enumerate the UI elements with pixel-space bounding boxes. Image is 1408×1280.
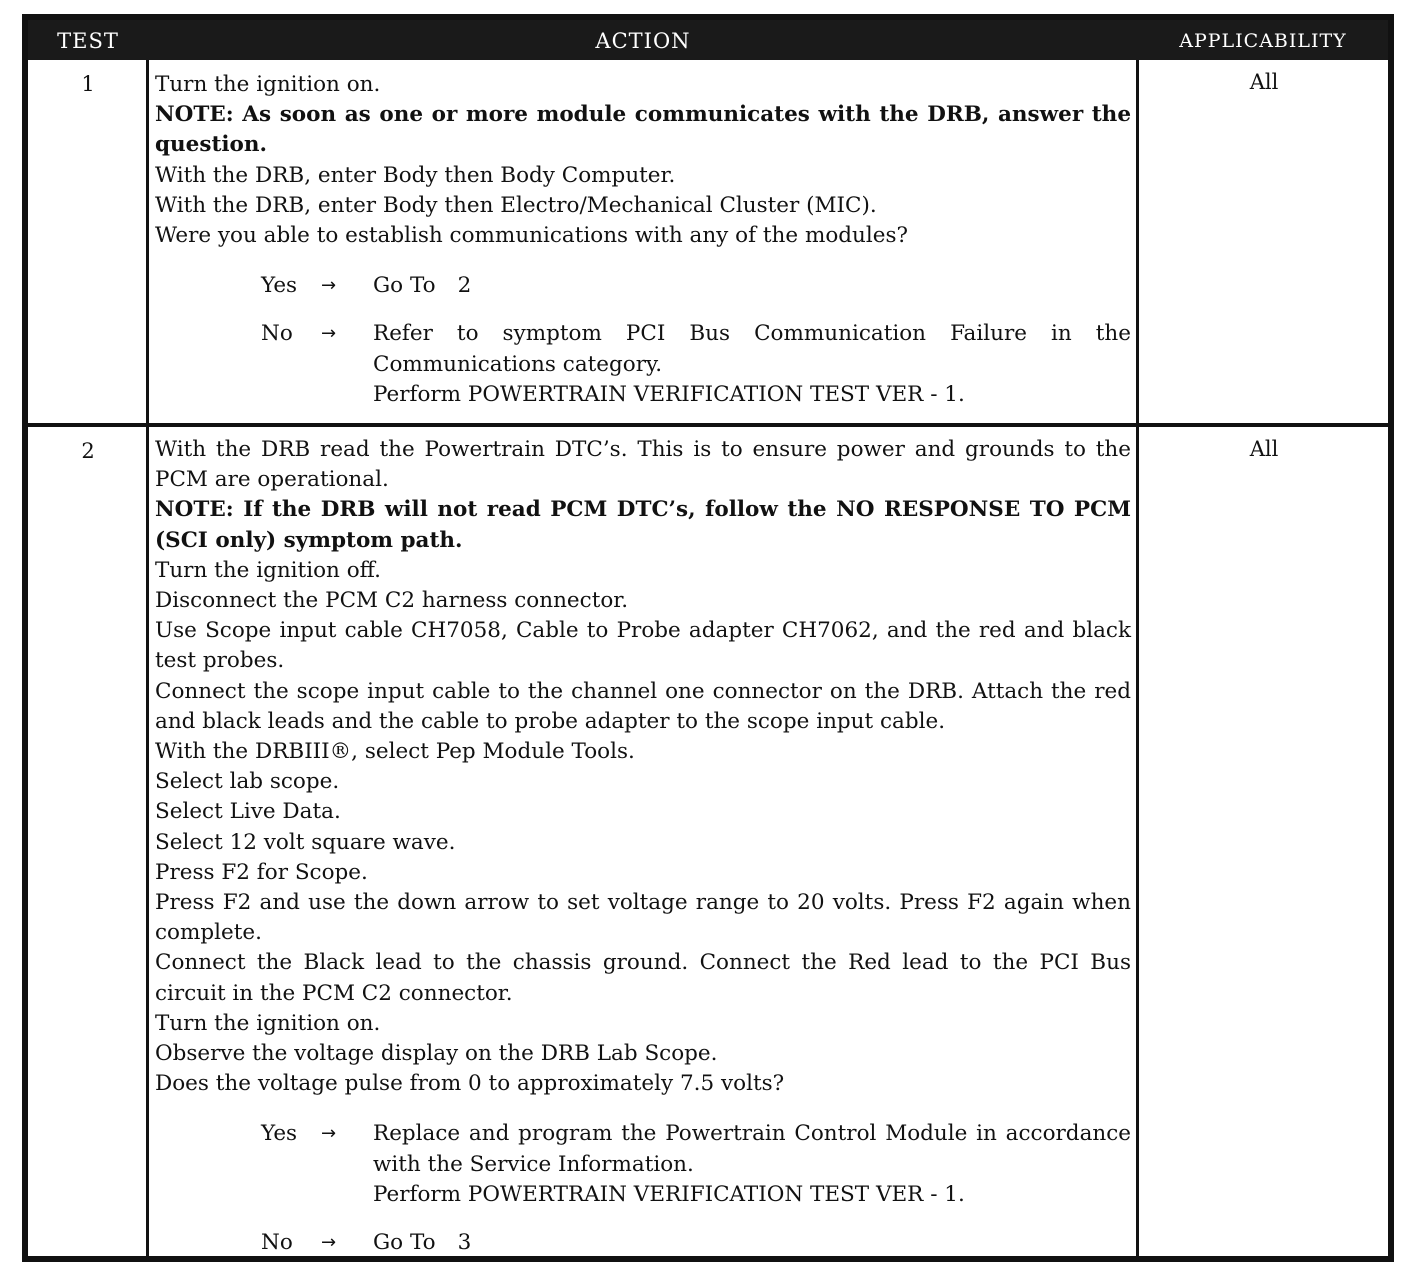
action-question: Were you able to establish communications with any of the modules? [155,223,909,249]
action-step: Observe the voltage display on the DRB Lab Scope. [155,1041,718,1067]
action-step: With the DRB, enter Body then Electro/Mechanical Cluster (MIC). [155,192,877,218]
goto-target: 3 [457,1230,472,1256]
goto-text: Go To [373,273,436,299]
action-step: Turn the ignition on. [155,1010,381,1036]
header-test: TEST [57,29,119,53]
right-arrow-icon: → [321,323,337,345]
action-step: Use Scope input cable CH7058, Cable to Probe adapter CH7062, and the red and black test probes. [155,618,1131,674]
yes-label: Yes [261,1121,298,1147]
no-branch [261,319,1131,410]
yes-label: Yes [261,273,298,299]
no-result [373,1228,1131,1258]
yes-result: Replace and program the Powertrain Control Module in accordance with the Service Information. [373,1121,1131,1177]
yes-branch [261,271,1131,301]
action-step: Turn the ignition on. [155,72,381,97]
no-label: No [261,321,293,347]
yes-result-verify: Perform POWERTRAIN VERIFICATION TEST VER - 1. [373,1181,965,1207]
action-step: Press F2 and use the down arrow to set voltage range to 20 volts. Press F2 again when complete. [155,890,1131,946]
no-branch [261,1228,1131,1258]
applicability-value: All [1249,437,1279,461]
right-arrow-icon: → [321,275,337,297]
action-step: With the DRB, enter Body then Body Computer. [155,162,676,188]
action-note: NOTE: As soon as one or more module communicates with the DRB, answer the question. [155,102,1131,158]
table-header-row [28,20,1388,60]
action-step: Disconnect the PCM C2 harness connector. [155,588,629,614]
action-step: With the DRB read the Powertrain DTC’s. This is to ensure power and grounds to the PCM are operational. [155,437,1131,493]
goto-target: 2 [457,273,472,299]
test-number: 1 [81,72,95,96]
header-action: ACTION [595,29,691,53]
action-step: Press F2 for Scope. [155,859,368,885]
yes-branch [261,1119,1131,1210]
action-step: Select lab scope. [155,769,340,795]
table-row-test-1 [28,60,1388,423]
action-step: Turn the ignition off. [155,557,381,583]
action-step: Connect the scope input cable to the channel one connector on the DRB. Attach the red and black leads and the cable to probe adapter to the scope input cable. [155,678,1131,734]
applicability-value: All [1249,70,1279,94]
test-number: 2 [81,439,95,463]
action-step: Select 12 volt square wave. [155,829,456,855]
no-result-verify: Perform POWERTRAIN VERIFICATION TEST VER - 1. [373,381,965,407]
action-step: Select Live Data. [155,799,341,825]
diagnostic-test-table [22,14,1394,1262]
action-step: Connect the Black lead to the chassis ground. Connect the Red lead to the PCI Bus circuit in the PCM C2 connector. [155,950,1131,1006]
action-question: Does the voltage pulse from 0 to approximately 7.5 volts? [155,1071,785,1097]
right-arrow-icon: → [321,1232,337,1254]
goto-text: Go To [373,1230,436,1256]
no-label: No [261,1230,293,1256]
table-row-test-2 [28,423,1388,1256]
right-arrow-icon: → [321,1123,337,1145]
action-cell [155,435,1131,1258]
action-note: NOTE: If the DRB will not read PCM DTC’s, follow the NO RESPONSE TO PCM (SCI only) symptom path. [155,497,1131,553]
header-applicability: APPLICABILITY [1179,30,1347,52]
action-step: With the DRBIII®, select Pep Module Tools. [155,739,635,765]
action-cell [155,70,1131,410]
yes-result [373,271,1131,301]
no-result: Refer to symptom PCI Bus Communication Failure in the Communications category. [373,321,1131,377]
